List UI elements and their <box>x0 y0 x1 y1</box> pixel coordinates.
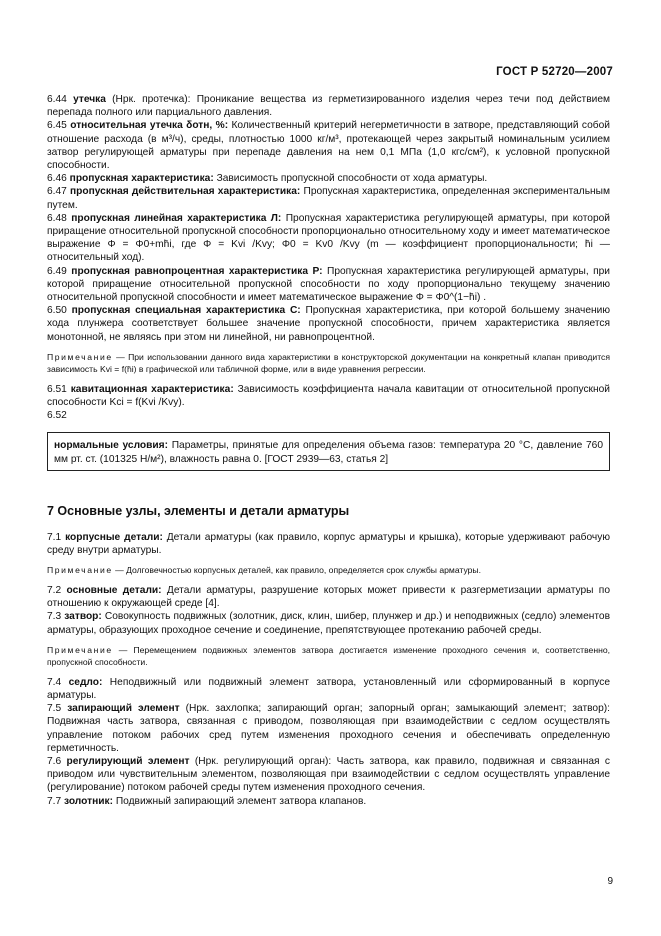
term: затвор: <box>64 611 102 623</box>
term: основные детали: <box>66 584 162 596</box>
term: пропускная линейная характеристика Л: <box>71 212 282 224</box>
term: пропускная действительная характеристика: <box>70 186 301 198</box>
clause-6-52: 6.52 <box>47 410 67 422</box>
clause-7-2: 7.2 основные детали: Детали арматуры, разрушение которых может привести к разгерметизации арматуры по отношению к окружающей среде [4]. <box>47 584 610 610</box>
section-title: 7 Основные узлы, элементы и детали арматуры <box>47 503 350 518</box>
clause-6-46: 6.46 пропускная характеристика: Зависимость пропускной способности от хода арматуры. <box>47 173 488 185</box>
term: утечка <box>73 94 106 105</box>
note-valve-movement: Примечание — Перемещением подвижных элементов затвора достигается изменение проходного сечения и, соответственно, пропускной способности. <box>47 644 610 668</box>
term: запирающий элемент <box>67 703 180 715</box>
term: корпусные детали: <box>65 532 163 544</box>
clause-6-50: 6.50 пропускная специальная характеристика С: Пропускная характеристика, при которой большему значению хода плунжера соответствует большее значение пропускной способности, причем характеристика является монотонной, не являясь при этом ни линейной, ни равнопроцентной. <box>47 305 610 343</box>
document-code: ГОСТ Р 52720—2007 <box>496 66 613 78</box>
clause-6-47: 6.47 пропускная действительная характеристика: Пропускная характеристика, определенная экспериментальным путем. <box>47 186 610 211</box>
clause-6-44: 6.44 утечка (Нрк. протечка): Проникание вещества из герметизированного изделия через течи под действием перепада полного или парциального давления. <box>47 94 610 119</box>
page-number: 9 <box>607 876 613 887</box>
clause-6-49: 6.49 пропускная равнопроцентная характеристика Р: Пропускная характеристика регулирующей арматуры, при которой приращение относительной пропускной способности по ходу пропорционально текущему значению относительной пропускной способности и имеет математическое выражение Φ = Φ0^(1−h̄i) . <box>47 265 610 304</box>
term: пропускная равнопроцентная характеристика Р: <box>71 265 323 277</box>
term: пропускная характеристика: <box>69 173 214 185</box>
clause-7-1: 7.1 корпусные детали: Детали арматуры (как правило, корпус арматуры и крышка), которые удерживают рабочую среду внутри арматуры. <box>47 532 610 557</box>
term: седло: <box>68 676 103 688</box>
clause-7-7: 7.7 золотник: Подвижный запирающий элемент затвора клапанов. <box>47 795 367 807</box>
clause-6-48: 6.48 пропускная линейная характеристика Л: Пропускная характеристика регулирующей арматуры, при которой приращение относительной пропускной способности пропорционально относительному ходу и имеет математическое выражение Φ = Φ0+mh̄i, где Φ = Kvi /Kvy; Φ0 = Kv0 /Kvy (m — коэффициент пропорциональности; h̄i — относительный ход). <box>47 212 610 264</box>
note-body-durability: Примечание — Долговечностью корпусных деталей, как правило, определяется срок службы арматуры. <box>47 565 481 576</box>
note-label: Примечание <box>47 351 113 362</box>
clause-6-51: 6.51 кавитационная характеристика: Зависимость коэффициента начала кавитации от относительной пропускной способности Kci = f(Kvi /Kvy). <box>47 383 610 409</box>
clause-7-6: 7.6 регулирующий элемент (Нрк. регулирующий орган): Часть затвора, как правило, подвижная и связанная с приводом или чувствительным элементом, позволяющая при взаимодействии с седлом осуществлять управление (регулирование) потоком рабочей среды путем изменения проходного сечения. <box>47 756 610 794</box>
term: регулирующий элемент <box>66 756 190 768</box>
note-kv-dependency: Примечание — При использовании данного вида характеристики в конструкторской документации на конкретный клапан приводится зависимость Kvi = f(h̄i) в графической или табличной форме, или в виде уравнения регрессии. <box>47 351 610 375</box>
term: золотник: <box>64 795 113 807</box>
term: относительная утечка δотн, %: <box>70 120 229 132</box>
clause-7-3: 7.3 затвор: Совокупность подвижных (золотник, диск, клин, шибер, плунжер и др.) и неподвижных (седло) элементов арматуры, образующих проходное сечение и соединение, препятствующее протеканию рабочей среды. <box>47 611 610 636</box>
clause-7-4: 7.4 седло: Неподвижный или подвижный элемент затвора, установленный или сформированный в корпусе арматуры. <box>47 676 610 701</box>
page-content <box>47 93 610 808</box>
term: кавитационная характеристика: <box>70 383 234 395</box>
framed-definition: нормальные условия: Параметры, принятые для определения объема газов: температура 20 °С, давление 760 мм рт. ст. (101325 Н/м²), влажность равна 0. [ГОСТ 2939—63, статья 2] <box>47 432 610 470</box>
clause-7-5: 7.5 запирающий элемент (Нрк. захлопка; запирающий орган; запорный орган; замыкающий элемент; затвор): Подвижная часть затвора, связанная с приводом, позволяющая при взаимодействии с седлом осуществлять управление потоком рабочих сред путем изменения проходного сечения и обеспечивать определенную герметичность. <box>47 703 610 754</box>
note-label: Примечание <box>47 644 113 655</box>
term: пропускная специальная характеристика С: <box>71 305 301 317</box>
note-label: Примечание <box>47 565 113 576</box>
term: нормальные условия: <box>54 440 168 452</box>
clause-6-45: 6.45 относительная утечка δотн, %: Количественный критерий негерметичности в затворе, представляющий собой отношение расхода (в м³/ч), среды, плотностью 1000 кг/м³, протекающей через закрытый номинальным усилием затвор регулирующей арматуры при перепаде давления на нем 0,1 МПа (1,0 кгс/см²), к условной пропускной способности. <box>47 120 610 172</box>
